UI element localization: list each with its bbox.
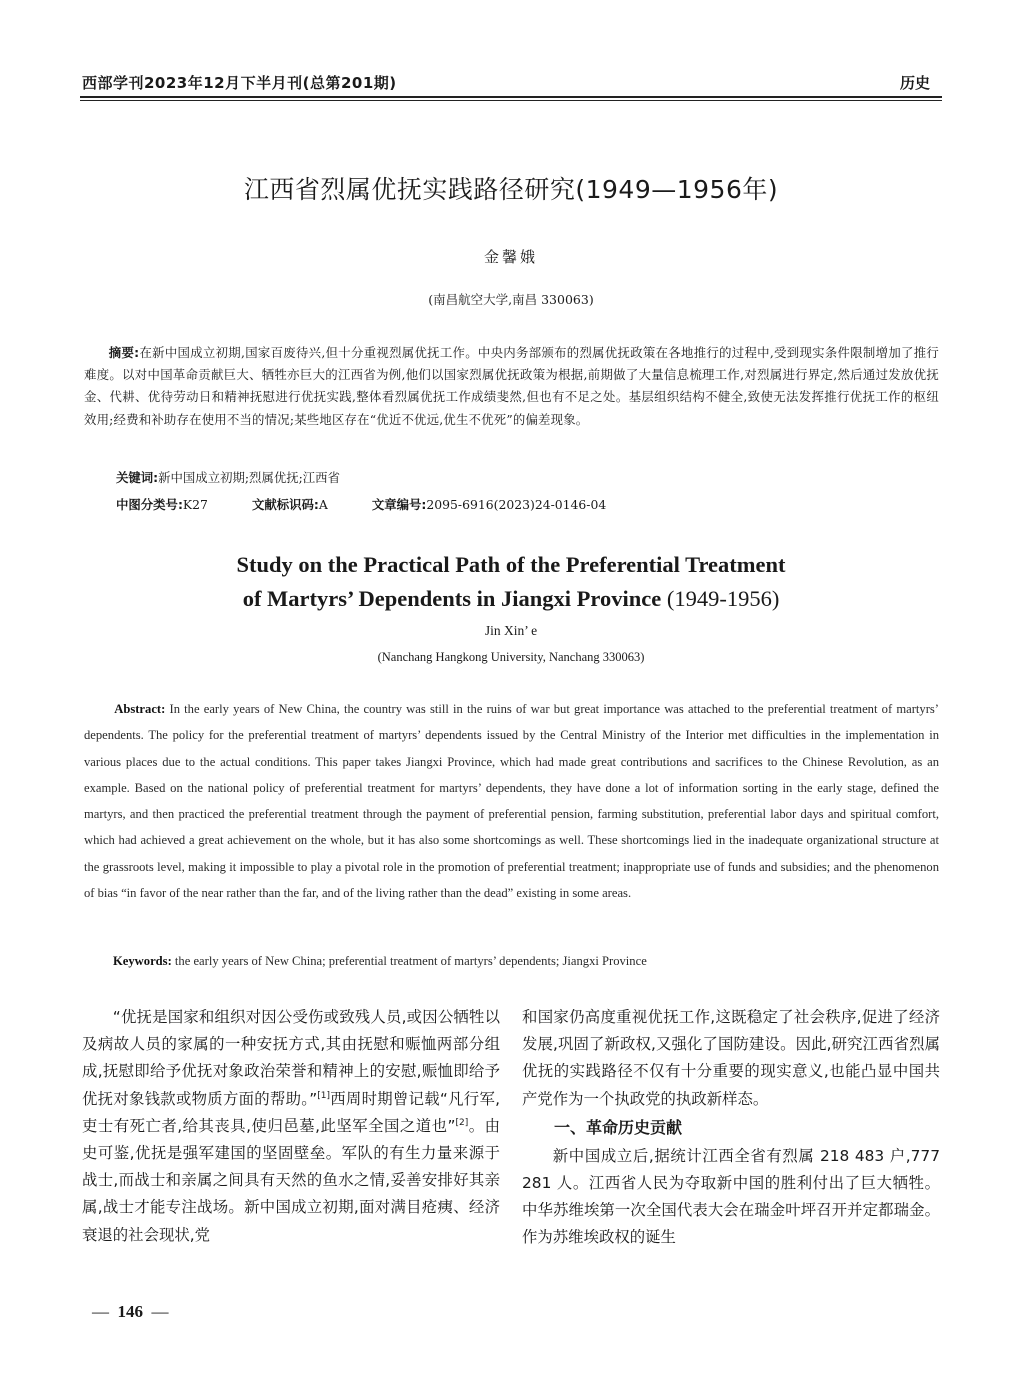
classification-row bbox=[116, 495, 606, 513]
keywords-cn-text: 新中国成立初期;烈属优抚;江西省 bbox=[158, 470, 340, 485]
body-text: “优抚是国家和组织对因公受伤或致残人员,或因公牺牲以及病故人员的家属的一种安抚方式,其由抚慰和赈恤两部分组成,抚慰即给予优抚对象政治荣誉和精神上的安慰,赈恤即给予优抚对象钱款或物质方面的帮助。” bbox=[82, 1008, 500, 1108]
citation-ref: [1] bbox=[317, 1090, 330, 1101]
header-rule-thin bbox=[80, 100, 942, 101]
article-number-value: 2095-6916(2023)24-0146-04 bbox=[426, 497, 607, 512]
body-paragraph bbox=[82, 1004, 500, 1249]
affiliation-en: (Nanchang Hangkong University, Nanchang 330063) bbox=[377, 650, 645, 664]
keywords-en-text: the early years of New China; preferential treatment of martyrs’ dependents; Jiangxi Province bbox=[174, 954, 647, 968]
author-cn: 金馨娥 bbox=[483, 248, 538, 266]
body-text: 西周时期曾记载“凡行军,吏士有死亡者,给其丧具,使归邑墓,此坚军全国之道也” bbox=[82, 1089, 500, 1135]
header-rule-thick bbox=[80, 96, 942, 98]
page-number bbox=[92, 1302, 169, 1322]
clc-value: K27 bbox=[182, 497, 208, 512]
abstract-en-text: In the early years of New China, the country was still in the ruins of war but great importance was attached to the preferential treatment of martyrs’ dependents. The policy for the preferential treatment of martyrs’ dependents issued by the Central Ministry of the Interior met difficulties in the implementation in various places due to the actual conditions. This paper takes Jiangxi Province, which had made great contributions and sacrifices to the Chinese Revolution, as an example. Based on the national policy of preferential treatment for martyrs’ dependents, they have done a lot of information sorting in the early stage, defined the martyrs, and then practiced the preferential treatment through the payment of preferential pension, farming substitution, preferential labor days and spiritual comfort, which had achieved a great achievement on the whole, but it has also some shortcomings as well. These shortcomings lied in the inadequate organizational structure at the grassroots level, making it impossible to play a pivotal role in the promotion of preferential treatment; inappropriate use of funds and subsidies; and the phenomenon of bias “in favor of the near rather than the far, and of the living rather than the dead” existing in some areas. bbox=[84, 702, 939, 901]
body-column-right bbox=[522, 1004, 940, 1252]
keywords-en-label: Keywords: bbox=[113, 954, 172, 968]
author-en: Jin Xin’ e bbox=[484, 623, 538, 638]
body-text: 。由史可鉴,优抚是强军建国的坚固壁垒。军队的有生力量来源于战士,而战士和亲属之间具有天然的鱼水之情,妥善安排好其亲属,战士才能专注战场。新中国成立初期,面对满目疮痍、经济衰退的社会现状,党 bbox=[82, 1116, 500, 1244]
body-paragraph: 和国家仍高度重视优抚工作,这既稳定了社会秩序,促进了经济发展,巩固了新政权,又强化了国防建设。因此,研究江西省烈属优抚的实践路径不仅有十分重要的现实意义,也能凸显中国共产党作为一个执政党的执政新样态。 bbox=[522, 1008, 940, 1108]
clc-label: 中图分类号: bbox=[116, 497, 183, 512]
affiliation-cn: (南昌航空大学,南昌 330063) bbox=[428, 292, 594, 307]
abstract-en-label: Abstract: bbox=[114, 702, 166, 716]
title-en-line2: of Martyrs’ Dependents in Jiangxi Province bbox=[242, 586, 662, 611]
keywords-cn-label: 关键词: bbox=[116, 470, 159, 485]
abstract-cn-text: 在新中国成立初期,国家百废待兴,但十分重视烈属优抚工作。中央内务部颁布的烈属优抚政策在各地推行的过程中,受到现实条件限制增加了推行难度。以对中国革命贡献巨大、牺牲亦巨大的江西省为例,他们以国家烈属优抚政策为根据,前期做了大量信息梳理工作,对烈属进行界定,然后通过发放优抚金、代耕、优待劳动日和精神抚慰进行优抚实践,整体看烈属优抚工作成绩斐然,但也有不足之处。基层组织结构不健全,致使无法发挥推行优抚工作的枢纽效用;经费和补助存在使用不当的情况;某些地区存在“优近不优远,优生不优死”的偏差现象。 bbox=[84, 345, 939, 427]
body-paragraph: 新中国成立后,据统计江西全省有烈属 218 483 户,777 281 人。江西省人民为夺取新中国的胜利付出了巨大牺牲。中华苏维埃第一次全国代表大会在瑞金叶坪召开并定都瑞金。作为苏维埃政权的诞生 bbox=[522, 1146, 940, 1247]
keywords-en bbox=[113, 954, 647, 969]
abstract-en bbox=[84, 696, 939, 906]
abstract-cn-label: 摘要: bbox=[108, 345, 140, 360]
body-column-left bbox=[82, 1004, 500, 1249]
journal-header: 西部学刊2023年12月下半月刊(总第201期) bbox=[82, 74, 397, 92]
page-dash-left: — bbox=[92, 1302, 109, 1321]
article-title-en bbox=[80, 548, 942, 616]
section-heading: 一、革命历史贡献 bbox=[554, 1117, 683, 1137]
title-en-line1: Study on the Practical Path of the Preferential Treatment bbox=[236, 552, 786, 577]
title-en-years: (1949-1956) bbox=[666, 586, 780, 611]
citation-ref: [2] bbox=[455, 1117, 469, 1128]
doc-code-value: A bbox=[318, 497, 328, 512]
keywords-cn bbox=[116, 468, 340, 486]
article-title-cn: 江西省烈属优抚实践路径研究(1949—1956年) bbox=[243, 175, 779, 204]
abstract-cn bbox=[84, 342, 939, 431]
article-number-label: 文章编号: bbox=[371, 497, 427, 512]
page-number-value: 146 bbox=[117, 1302, 143, 1321]
page-dash-right: — bbox=[151, 1302, 169, 1321]
section-label: 历史 bbox=[899, 74, 930, 92]
doc-code-label: 文献标识码: bbox=[251, 497, 319, 512]
